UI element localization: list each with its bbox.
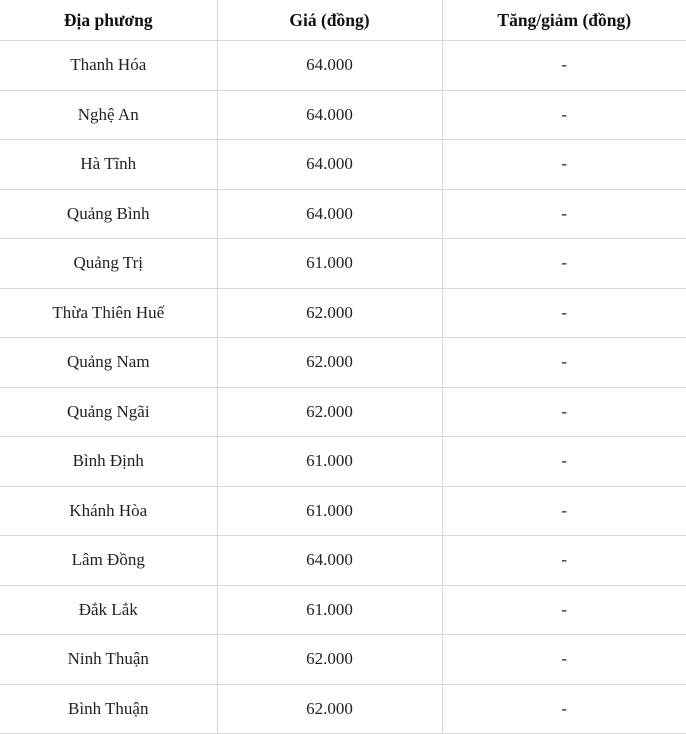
locality-cell: Quảng Trị [0, 239, 217, 289]
locality-cell: Bình Thuận [0, 684, 217, 734]
locality-cell: Quảng Bình [0, 189, 217, 239]
price-cell: 61.000 [217, 437, 442, 487]
locality-cell: Nghệ An [0, 90, 217, 140]
price-cell: 62.000 [217, 387, 442, 437]
locality-cell: Khánh Hòa [0, 486, 217, 536]
change-cell: - [442, 684, 686, 734]
price-cell: 62.000 [217, 288, 442, 338]
table-row [0, 140, 686, 190]
change-cell: - [442, 338, 686, 388]
table-body [0, 41, 686, 734]
table-header-row [0, 0, 686, 41]
locality-cell: Đắk Lắk [0, 585, 217, 635]
table-row [0, 189, 686, 239]
table-row [0, 437, 686, 487]
change-cell: - [442, 140, 686, 190]
change-cell: - [442, 635, 686, 685]
price-cell: 64.000 [217, 536, 442, 586]
price-cell: 64.000 [217, 41, 442, 91]
locality-cell: Hà Tĩnh [0, 140, 217, 190]
table-row [0, 585, 686, 635]
table-header [0, 0, 686, 41]
change-cell: - [442, 288, 686, 338]
column-header-locality: Địa phương [0, 0, 217, 41]
locality-cell: Thừa Thiên Huế [0, 288, 217, 338]
table-row [0, 41, 686, 91]
table-row [0, 536, 686, 586]
price-cell: 64.000 [217, 140, 442, 190]
table-row [0, 486, 686, 536]
table-row [0, 288, 686, 338]
change-cell: - [442, 41, 686, 91]
change-cell: - [442, 437, 686, 487]
price-cell: 61.000 [217, 585, 442, 635]
locality-cell: Quảng Nam [0, 338, 217, 388]
price-cell: 62.000 [217, 635, 442, 685]
table-row [0, 239, 686, 289]
price-cell: 64.000 [217, 189, 442, 239]
change-cell: - [442, 239, 686, 289]
price-cell: 61.000 [217, 486, 442, 536]
change-cell: - [442, 387, 686, 437]
change-cell: - [442, 189, 686, 239]
price-cell: 62.000 [217, 338, 442, 388]
locality-cell: Lâm Đồng [0, 536, 217, 586]
column-header-price: Giá (đồng) [217, 0, 442, 41]
column-header-change: Tăng/giảm (đồng) [442, 0, 686, 41]
change-cell: - [442, 536, 686, 586]
locality-cell: Thanh Hóa [0, 41, 217, 91]
table-row [0, 90, 686, 140]
table-row [0, 684, 686, 734]
change-cell: - [442, 486, 686, 536]
change-cell: - [442, 585, 686, 635]
price-cell: 64.000 [217, 90, 442, 140]
price-cell: 62.000 [217, 684, 442, 734]
change-cell: - [442, 90, 686, 140]
table-row [0, 338, 686, 388]
table-row [0, 387, 686, 437]
table-row [0, 635, 686, 685]
locality-cell: Bình Định [0, 437, 217, 487]
price-cell: 61.000 [217, 239, 442, 289]
locality-cell: Ninh Thuận [0, 635, 217, 685]
locality-cell: Quảng Ngãi [0, 387, 217, 437]
